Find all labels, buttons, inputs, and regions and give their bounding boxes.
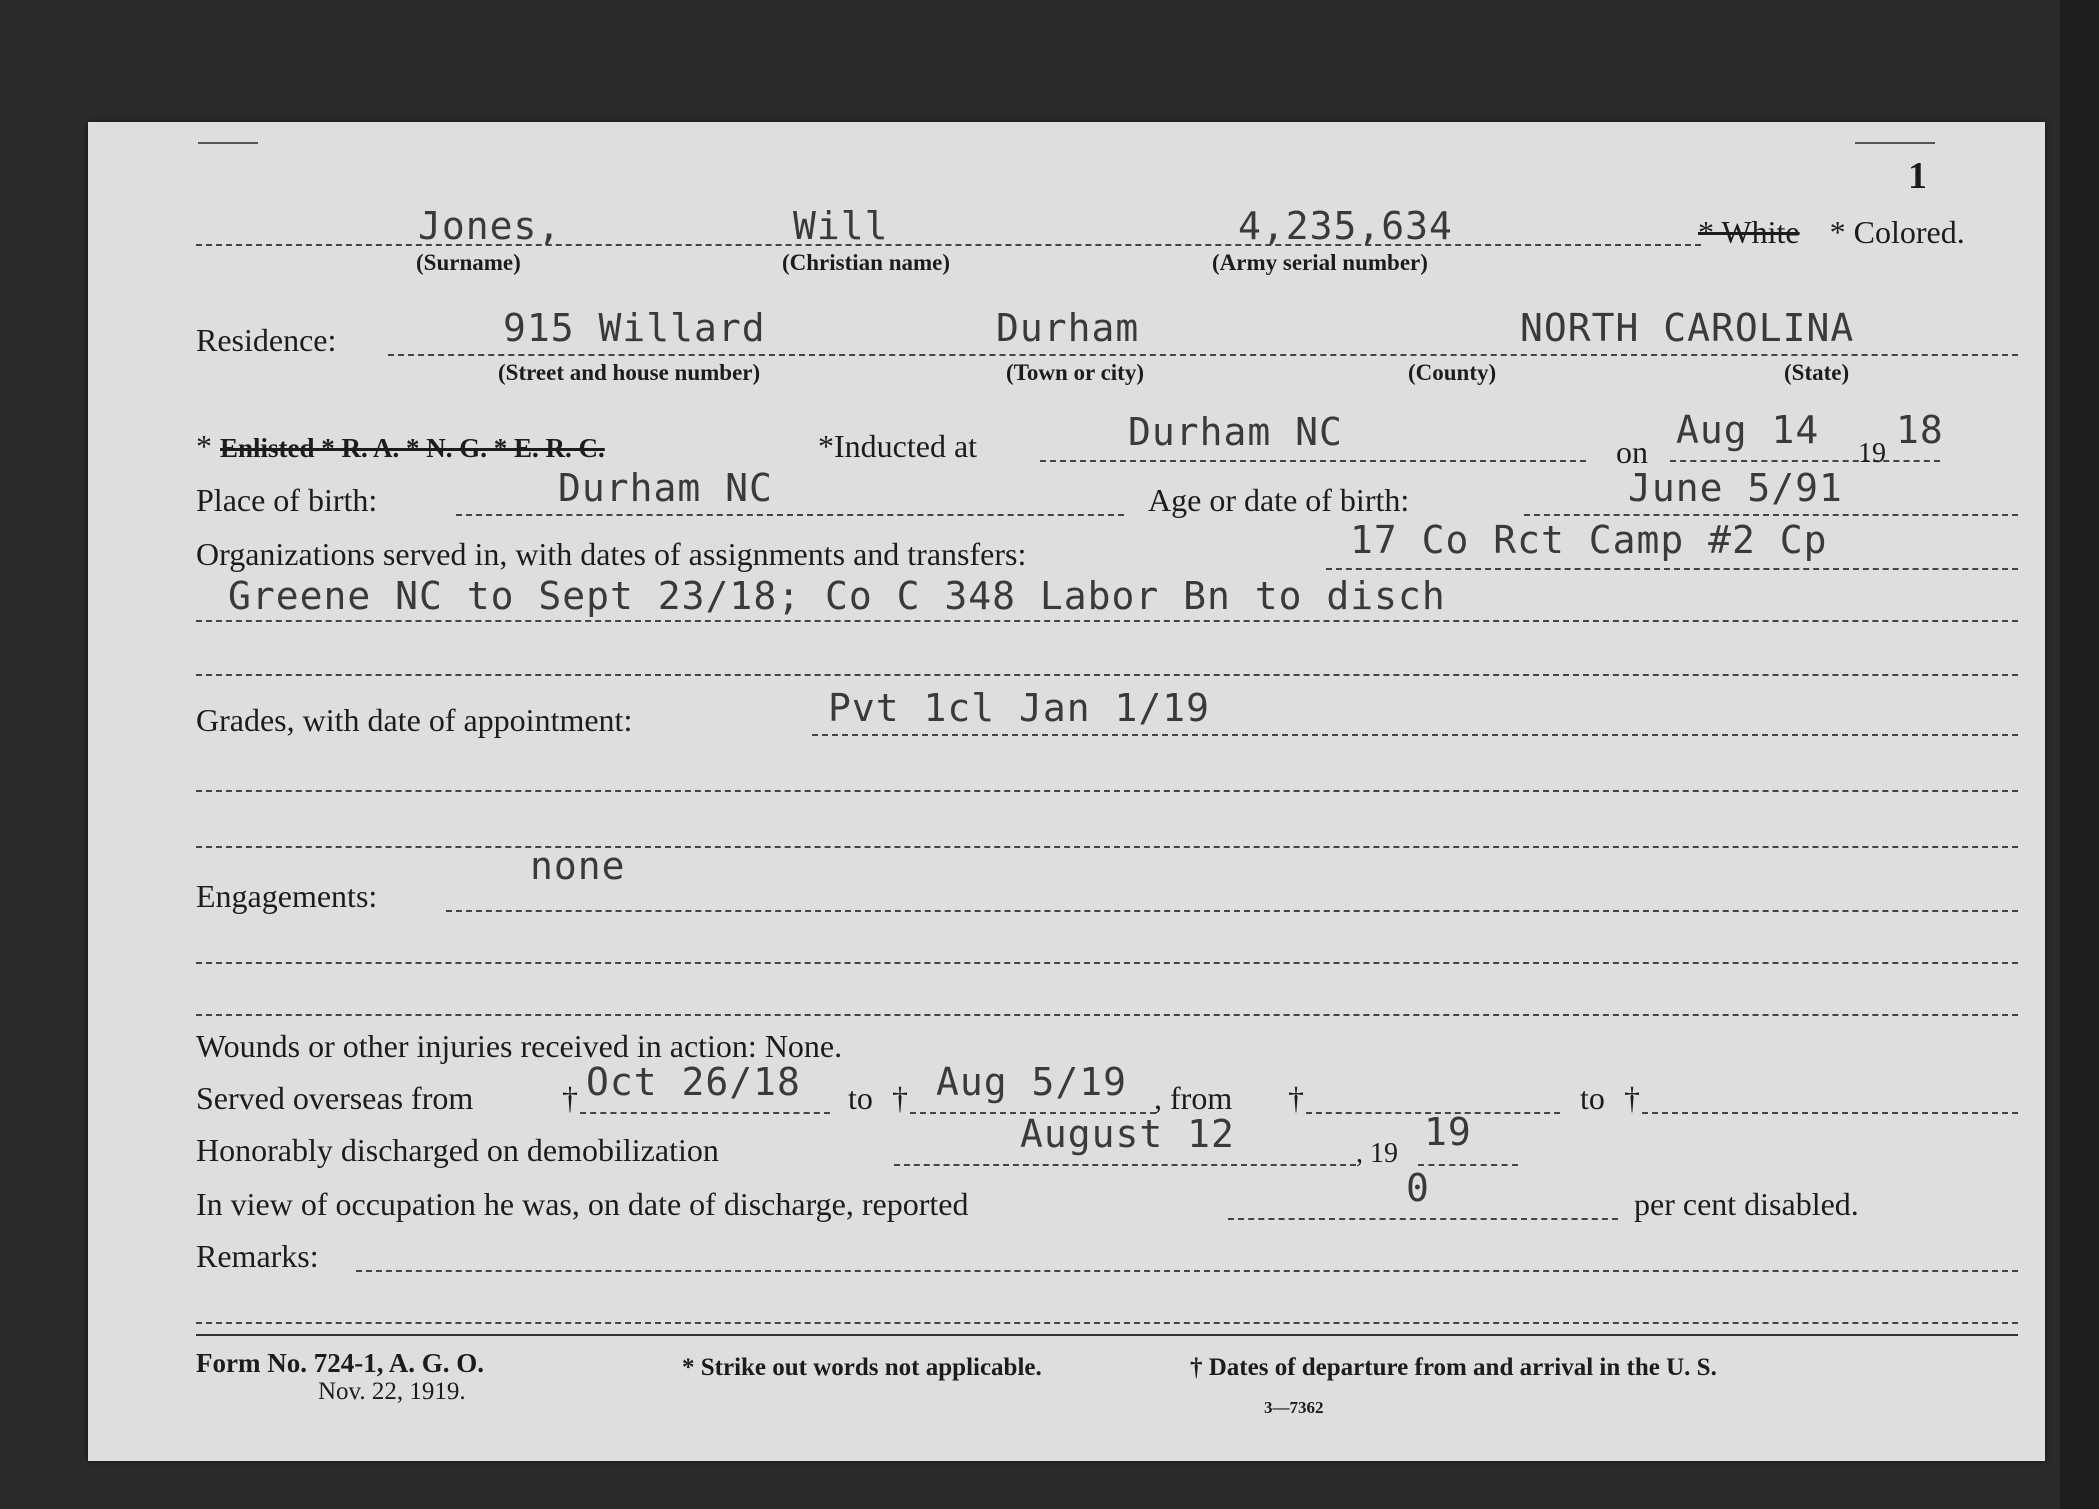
remarks-label: Remarks: xyxy=(196,1238,319,1274)
christian-name-value: Will xyxy=(793,204,889,248)
grades-value: Pvt 1cl Jan 1/19 xyxy=(828,686,1211,730)
disability-label: In view of occupation he was, on date of discharge, reported xyxy=(196,1186,969,1222)
birth-date-value: June 5/91 xyxy=(1628,466,1843,510)
surname-value: Jones, xyxy=(418,204,562,248)
engagements-line-3 xyxy=(196,1014,2018,1016)
inducted-label: *Inducted at xyxy=(818,428,978,464)
age-label: Age or date of birth: xyxy=(1148,482,1410,518)
place-of-birth-value: Durham NC xyxy=(558,466,773,510)
residence-town-value: Durham xyxy=(996,306,1140,350)
discharge-year-value: 19 xyxy=(1424,1110,1472,1154)
organizations-line-2 xyxy=(196,620,2018,622)
street-label: (Street and house number) xyxy=(498,360,761,385)
disability-line xyxy=(1228,1218,1618,1220)
surname-label: (Surname) xyxy=(416,250,521,275)
town-label: (Town or city) xyxy=(1006,360,1144,385)
grades-line-2 xyxy=(196,790,2018,792)
overseas-dagger-4: † xyxy=(1624,1080,1640,1116)
residence-label: Residence: xyxy=(196,322,337,358)
on-label: on xyxy=(1616,434,1648,470)
christian-name-label: (Christian name) xyxy=(782,250,951,275)
engagements-value: none xyxy=(530,844,626,888)
overseas-from-value: Oct 26/18 xyxy=(586,1060,801,1104)
footer-divider xyxy=(196,1334,2018,1336)
overseas-dagger-1: † xyxy=(562,1080,578,1116)
overseas-dagger-3: † xyxy=(1288,1080,1304,1116)
colored-label: * Colored. xyxy=(1829,214,1965,250)
wounds-text: Wounds or other injuries received in action: None. xyxy=(196,1028,843,1064)
residence-street-value: 915 Willard xyxy=(503,306,766,350)
discharge-label: Honorably discharged on demobilization xyxy=(196,1132,719,1168)
race-labels xyxy=(1698,214,1965,250)
served-overseas-label: Served overseas from xyxy=(196,1080,474,1116)
county-label: (County) xyxy=(1408,360,1497,385)
engagements-line-1 xyxy=(446,910,2018,912)
place-of-birth-line xyxy=(456,514,1124,516)
organizations-label: Organizations served in, with dates of assignments and transfers: xyxy=(196,536,1027,572)
induction-year-value: 18 xyxy=(1896,408,1944,452)
enlisted-struck-text: Enlisted * R. A. * N. G. * E. R. C. xyxy=(220,433,605,463)
overseas-from-line xyxy=(580,1112,830,1114)
strike-note: * Strike out words not applicable. xyxy=(682,1354,1042,1381)
induction-year-prefix: 19 xyxy=(1858,438,1886,469)
dates-note: † Dates of departure from and arrival in the U. S. xyxy=(1190,1354,1717,1381)
overseas-from2-label: , from xyxy=(1154,1080,1233,1116)
grades-line-1 xyxy=(812,734,2018,736)
grades-label: Grades, with date of appointment: xyxy=(196,702,633,738)
discharge-date-line xyxy=(894,1164,1356,1166)
print-code: 3—7362 xyxy=(1264,1398,1324,1417)
organizations-line-1 xyxy=(1326,568,2018,570)
discharge-year-prefix: , 19 xyxy=(1356,1138,1398,1169)
engagements-line-2 xyxy=(196,962,2018,964)
place-of-birth-label: Place of birth: xyxy=(196,482,378,518)
card-edge-mark xyxy=(198,142,258,144)
scanner-background-strip xyxy=(2060,0,2099,1509)
residence-state-value: NORTH CAROLINA xyxy=(1520,306,1855,350)
white-label: * White xyxy=(1698,214,1800,250)
induction-date-line xyxy=(1670,460,1940,462)
discharge-date-value: August 12 xyxy=(1020,1112,1235,1156)
enlistment-struck-row: * Enlisted * R. A. * N. G. * E. R. C. xyxy=(196,428,605,464)
organizations-value-1: 17 Co Rct Camp #2 Cp xyxy=(1350,518,1828,562)
card-edge-mark-right xyxy=(1855,142,1935,144)
engagements-label: Engagements: xyxy=(196,878,378,914)
disability-value: 0 xyxy=(1406,1166,1430,1210)
organizations-line-3 xyxy=(196,674,2018,676)
organizations-value-2: Greene NC to Sept 23/18; Co C 348 Labor Bn to disch xyxy=(228,574,1446,618)
birth-date-line xyxy=(1524,514,2018,516)
overseas-to-value: Aug 5/19 xyxy=(936,1060,1128,1104)
residence-line xyxy=(388,354,2018,356)
discharge-year-line xyxy=(1418,1164,1518,1166)
inducted-at-value: Durham NC xyxy=(1128,410,1343,454)
serial-number-label: (Army serial number) xyxy=(1212,250,1428,275)
overseas-to2-line xyxy=(1642,1112,2018,1114)
overseas-to-label: to xyxy=(848,1080,873,1116)
grades-line-3 xyxy=(196,846,2018,848)
form-date: Nov. 22, 1919. xyxy=(318,1378,466,1405)
record-card xyxy=(88,122,2045,1461)
disability-suffix: per cent disabled. xyxy=(1634,1186,1859,1222)
overseas-to2-label: to xyxy=(1580,1080,1605,1116)
state-label: (State) xyxy=(1784,360,1850,385)
overseas-dagger-2: † xyxy=(892,1080,908,1116)
form-number: Form No. 724-1, A. G. O. xyxy=(196,1348,484,1378)
remarks-line-1 xyxy=(356,1270,2018,1272)
induction-date-value: Aug 14 xyxy=(1676,408,1820,452)
serial-number-value: 4,235,634 xyxy=(1238,204,1453,248)
inducted-line xyxy=(1040,460,1586,462)
remarks-line-2 xyxy=(196,1322,2018,1324)
card-number: 1 xyxy=(1908,155,1927,197)
